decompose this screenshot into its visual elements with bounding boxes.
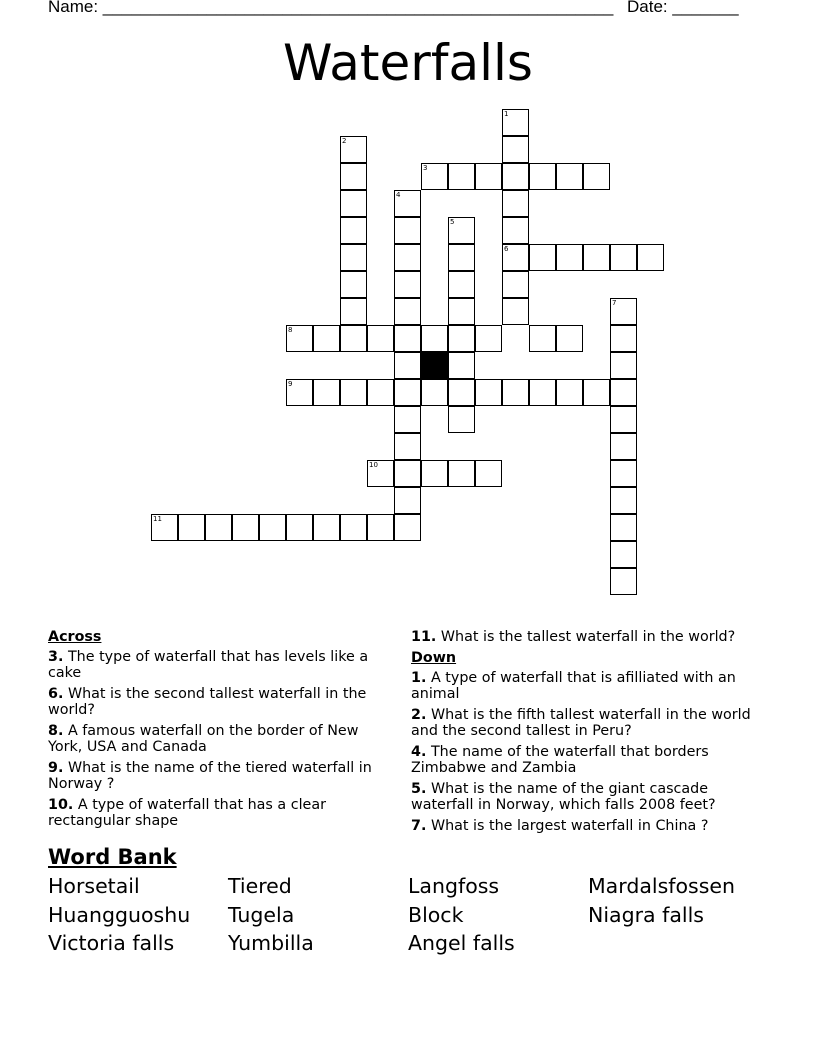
crossword-cell[interactable] <box>421 460 448 487</box>
across-clue <box>48 686 392 718</box>
crossword-cell[interactable] <box>529 379 556 406</box>
crossword-cell[interactable] <box>502 163 529 190</box>
date-field-label: Date: _______ <box>627 0 739 16</box>
crossword-cell[interactable] <box>610 325 637 352</box>
crossword-cell[interactable] <box>286 325 313 352</box>
crossword-cell[interactable] <box>556 379 583 406</box>
across-heading: Across <box>48 629 102 645</box>
word-bank-title: Word Bank <box>48 845 177 869</box>
across-clue <box>48 797 392 829</box>
across-clue <box>48 649 392 681</box>
crossword-cell[interactable] <box>394 487 421 514</box>
clue-number: 1. <box>411 670 427 686</box>
clue-number: 3. <box>48 649 64 665</box>
crossword-cell[interactable] <box>448 217 475 244</box>
crossword-cell[interactable] <box>340 379 367 406</box>
crossword-cell[interactable] <box>394 406 421 433</box>
clue-number: 7. <box>411 818 427 834</box>
down-clue <box>411 781 755 813</box>
crossword-cell[interactable] <box>637 244 664 271</box>
crossword-cell[interactable] <box>340 163 367 190</box>
crossword-cell[interactable] <box>340 136 367 163</box>
crossword-cell[interactable] <box>448 298 475 325</box>
crossword-cell[interactable] <box>448 406 475 433</box>
crossword-cell[interactable] <box>394 244 421 271</box>
clue-number: 2. <box>411 707 427 723</box>
crossword-cell[interactable] <box>394 298 421 325</box>
crossword-cell[interactable] <box>232 514 259 541</box>
clues-column-right <box>411 629 755 839</box>
crossword-cell[interactable] <box>340 190 367 217</box>
crossword-cell[interactable] <box>502 190 529 217</box>
down-clue <box>411 707 755 739</box>
crossword-cell[interactable] <box>394 217 421 244</box>
word-bank-item: Tiered <box>228 874 292 898</box>
crossword-cell[interactable] <box>394 460 421 487</box>
crossword-cell[interactable] <box>610 379 637 406</box>
crossword-cell[interactable] <box>421 163 448 190</box>
crossword-cell[interactable] <box>475 460 502 487</box>
crossword-cell[interactable] <box>610 514 637 541</box>
crossword-cell[interactable] <box>178 514 205 541</box>
crossword-cell[interactable] <box>610 568 637 595</box>
crossword-cell[interactable] <box>583 244 610 271</box>
word-bank-item: Horsetail <box>48 874 140 898</box>
crossword-cell[interactable] <box>421 325 448 352</box>
crossword-cell[interactable] <box>610 433 637 460</box>
crossword-cell[interactable] <box>340 271 367 298</box>
crossword-cell[interactable] <box>394 514 421 541</box>
crossword-cell[interactable] <box>367 325 394 352</box>
crossword-cell[interactable] <box>394 190 421 217</box>
crossword-cell[interactable] <box>502 136 529 163</box>
crossword-cell[interactable] <box>394 325 421 352</box>
page-title: Waterfalls <box>283 34 533 92</box>
crossword-black-cell <box>421 352 448 379</box>
crossword-cell[interactable] <box>448 460 475 487</box>
crossword-cell[interactable] <box>475 325 502 352</box>
clue-text: What is the second tallest waterfall in the world? <box>48 686 367 718</box>
clue-text: A famous waterfall on the border of New York, USA and Canada <box>48 723 359 755</box>
clues-column-left <box>48 629 392 834</box>
clue-number-label: 3 <box>423 164 428 172</box>
crossword-cell[interactable] <box>502 109 529 136</box>
crossword-cell[interactable] <box>394 271 421 298</box>
crossword-cell[interactable] <box>502 244 529 271</box>
crossword-cell[interactable] <box>502 379 529 406</box>
clue-number-label: 4 <box>396 191 401 199</box>
crossword-cell[interactable] <box>502 271 529 298</box>
clue-text: The name of the waterfall that borders Zimbabwe and Zambia <box>411 744 709 776</box>
crossword-cell[interactable] <box>286 379 313 406</box>
crossword-cell[interactable] <box>205 514 232 541</box>
clue-number: 4. <box>411 744 427 760</box>
word-bank-item: Huangguoshu <box>48 903 191 927</box>
clue-number-label: 1 <box>504 110 509 118</box>
crossword-cell[interactable] <box>259 514 286 541</box>
crossword-cell[interactable] <box>394 379 421 406</box>
crossword-cell[interactable] <box>610 487 637 514</box>
crossword-cell[interactable] <box>367 514 394 541</box>
name-field-label: Name: ______________________________________________________ <box>48 0 614 16</box>
clue-number: 11. <box>411 629 437 645</box>
crossword-cell[interactable] <box>448 163 475 190</box>
word-bank-item: Block <box>408 903 464 927</box>
crossword-cell[interactable] <box>502 298 529 325</box>
word-bank-item: Yumbilla <box>228 931 314 955</box>
crossword-cell[interactable] <box>610 541 637 568</box>
crossword-cell[interactable] <box>529 244 556 271</box>
crossword-cell[interactable] <box>610 460 637 487</box>
word-bank-item: Victoria falls <box>48 931 175 955</box>
down-clue <box>411 744 755 776</box>
crossword-cell[interactable] <box>502 217 529 244</box>
crossword-cell[interactable] <box>556 163 583 190</box>
clue-text: The type of waterfall that has levels like a cake <box>48 649 369 681</box>
down-clue <box>411 818 755 834</box>
word-bank-item: Niagra falls <box>588 903 704 927</box>
clue-text: What is the name of the tiered waterfall in Norway ? <box>48 760 372 792</box>
word-bank-item: Mardalsfossen <box>588 874 735 898</box>
down-heading: Down <box>411 650 457 666</box>
clue-text: A type of waterfall that has a clear rectangular shape <box>48 797 326 829</box>
clue-number-label: 8 <box>288 326 293 334</box>
crossword-cell[interactable] <box>529 325 556 352</box>
crossword-cell[interactable] <box>340 217 367 244</box>
clue-text: What is the largest waterfall in China ? <box>430 818 709 834</box>
crossword-cell[interactable] <box>583 163 610 190</box>
clue-number-label: 10 <box>369 461 378 469</box>
clue-text: What is the name of the giant cascade waterfall in Norway, which falls 2008 feet? <box>411 781 716 813</box>
crossword-cell[interactable] <box>556 244 583 271</box>
crossword-cell[interactable] <box>529 163 556 190</box>
crossword-cell[interactable] <box>610 406 637 433</box>
crossword-cell[interactable] <box>394 352 421 379</box>
clue-number: 10. <box>48 797 74 813</box>
crossword-cell[interactable] <box>475 379 502 406</box>
down-clue <box>411 670 755 702</box>
clue-number: 6. <box>48 686 64 702</box>
crossword-cell[interactable] <box>367 379 394 406</box>
crossword-cell[interactable] <box>313 379 340 406</box>
clue-number-label: 2 <box>342 137 347 145</box>
clue-number-label: 7 <box>612 299 617 307</box>
crossword-cell[interactable] <box>367 460 394 487</box>
clue-number-label: 9 <box>288 380 293 388</box>
crossword-cell[interactable] <box>448 352 475 379</box>
crossword-cell[interactable] <box>610 298 637 325</box>
clue-number: 8. <box>48 723 64 739</box>
crossword-cell[interactable] <box>286 514 313 541</box>
crossword-cell[interactable] <box>448 244 475 271</box>
crossword-cell[interactable] <box>475 163 502 190</box>
clue-number-label: 6 <box>504 245 509 253</box>
word-bank-item: Langfoss <box>408 874 500 898</box>
clue-number: 5. <box>411 781 427 797</box>
crossword-cell[interactable] <box>610 352 637 379</box>
word-bank-item: Tugela <box>228 903 295 927</box>
clue-text: What is the tallest waterfall in the world? <box>440 629 736 645</box>
crossword-cell[interactable] <box>583 379 610 406</box>
clue-number-label: 5 <box>450 218 455 226</box>
across-clue <box>48 760 392 792</box>
clue-text: A type of waterfall that is afilliated with an animal <box>411 670 736 702</box>
crossword-cell[interactable] <box>448 379 475 406</box>
crossword-cell[interactable] <box>394 433 421 460</box>
crossword-cell[interactable] <box>151 514 178 541</box>
crossword-cell[interactable] <box>421 379 448 406</box>
crossword-cell[interactable] <box>448 325 475 352</box>
crossword-cell[interactable] <box>610 244 637 271</box>
across-clue <box>48 723 392 755</box>
clue-number: 9. <box>48 760 64 776</box>
crossword-cell[interactable] <box>448 271 475 298</box>
crossword-cell[interactable] <box>340 244 367 271</box>
across-clue <box>411 629 755 645</box>
clue-text: What is the fifth tallest waterfall in the world and the second tallest in Peru? <box>411 707 751 739</box>
crossword-cell[interactable] <box>313 325 340 352</box>
crossword-cell[interactable] <box>313 514 340 541</box>
crossword-cell[interactable] <box>340 298 367 325</box>
crossword-cell[interactable] <box>340 514 367 541</box>
word-bank-item: Angel falls <box>408 931 515 955</box>
clue-number-label: 11 <box>153 515 162 523</box>
crossword-cell[interactable] <box>556 325 583 352</box>
crossword-cell[interactable] <box>340 325 367 352</box>
